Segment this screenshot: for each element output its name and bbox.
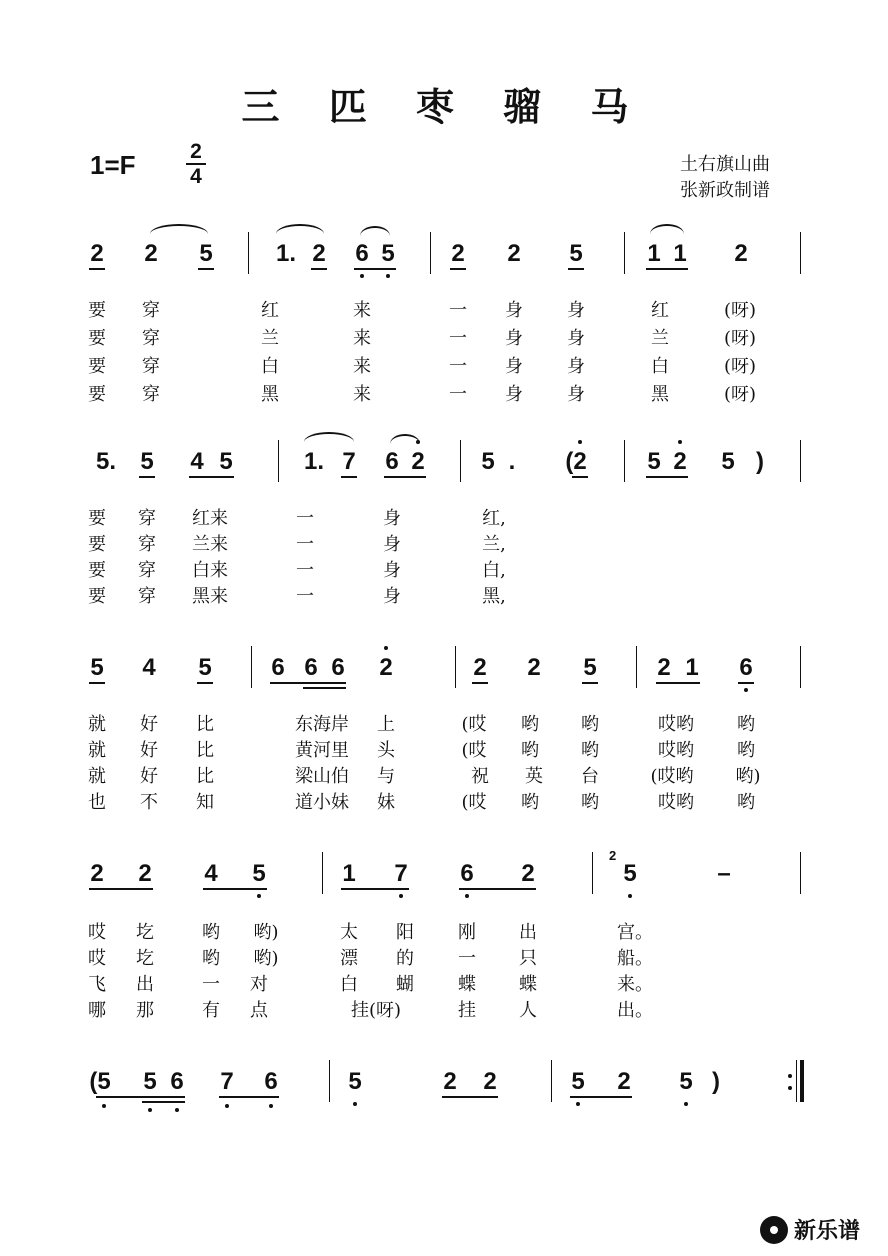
- note: ): [712, 1068, 720, 1095]
- note: 2: [527, 654, 541, 681]
- page-title: 三 匹 枣 骝 马: [241, 84, 647, 129]
- note: 4: [190, 448, 204, 475]
- note: 2: [617, 1068, 631, 1095]
- note: 2: [451, 240, 465, 267]
- composer: 土右旗山曲: [680, 154, 770, 175]
- barline: [248, 232, 249, 274]
- note: (2: [565, 448, 587, 475]
- barline: [322, 852, 323, 894]
- barline: [624, 232, 625, 274]
- note: 2: [443, 1068, 457, 1095]
- note: 2: [379, 654, 393, 681]
- note: 5: [219, 448, 233, 475]
- note: 5: [90, 654, 104, 681]
- grace-note: 2: [609, 848, 617, 863]
- note: 2: [507, 240, 521, 267]
- note: 5: [381, 240, 395, 267]
- key-signature: 1=F: [90, 150, 136, 180]
- note: 1: [685, 654, 699, 681]
- note: 5: [252, 860, 266, 887]
- barline: [800, 646, 801, 688]
- note: 2: [657, 654, 671, 681]
- barline: [624, 440, 625, 482]
- note: 6: [385, 448, 399, 475]
- barline: [551, 1060, 552, 1102]
- note: 5: [721, 448, 735, 475]
- note: ): [756, 448, 764, 475]
- tie: [360, 226, 390, 236]
- note: 6: [304, 654, 318, 681]
- note: 2: [483, 1068, 497, 1095]
- note: 2: [90, 860, 104, 887]
- logo-text: 新乐谱: [794, 1219, 861, 1244]
- meter-bottom: 4: [190, 165, 202, 188]
- note: 2: [734, 240, 748, 267]
- note: 5: [348, 1068, 362, 1095]
- note: 2: [312, 240, 326, 267]
- note: 6: [355, 240, 369, 267]
- note: 6: [264, 1068, 278, 1095]
- note: 5: [679, 1068, 693, 1095]
- note: 2: [90, 240, 104, 267]
- time-signature: [186, 142, 206, 187]
- note: 2: [521, 860, 535, 887]
- tie: [390, 434, 420, 444]
- note: 7: [220, 1068, 234, 1095]
- note: 7: [342, 448, 356, 475]
- note: 5: [199, 240, 213, 267]
- barline: [251, 646, 252, 688]
- note: 5: [481, 448, 495, 475]
- barline: [800, 440, 801, 482]
- arranger: 张新政制谱: [680, 180, 770, 201]
- note: 5: [623, 860, 637, 887]
- barline: [430, 232, 431, 274]
- note: 1.: [303, 448, 325, 475]
- note: –: [717, 860, 731, 887]
- note: 1: [673, 240, 687, 267]
- note: 6: [271, 654, 285, 681]
- barline: [800, 232, 801, 274]
- note: 6: [460, 860, 474, 887]
- site-logo: [760, 1214, 860, 1245]
- note: 5: [647, 448, 661, 475]
- note: 2: [411, 448, 425, 475]
- note: 5: [571, 1068, 585, 1095]
- tie: [650, 224, 684, 234]
- barline: [592, 852, 593, 894]
- note: 2: [473, 654, 487, 681]
- note: (5: [89, 1068, 111, 1095]
- note: 5: [140, 448, 154, 475]
- note: 2: [673, 448, 687, 475]
- tie: [304, 432, 354, 442]
- note: 1: [647, 240, 661, 267]
- note: 5: [569, 240, 583, 267]
- note: 1: [342, 860, 356, 887]
- note: 4: [142, 654, 156, 681]
- note: 4: [204, 860, 218, 887]
- note: 6: [331, 654, 345, 681]
- note: 2: [138, 860, 152, 887]
- note: 7: [394, 860, 408, 887]
- barline: [329, 1060, 330, 1102]
- barline: [455, 646, 456, 688]
- note: 5.: [95, 448, 117, 475]
- note: 6: [739, 654, 753, 681]
- note: .: [508, 448, 516, 475]
- barline: [278, 440, 279, 482]
- note: 2: [144, 240, 158, 267]
- tie: [276, 224, 324, 234]
- vinyl-record-icon: [760, 1216, 788, 1244]
- note: 5: [143, 1068, 157, 1095]
- credits: [680, 152, 770, 204]
- tie: [150, 224, 208, 234]
- barline: [636, 646, 637, 688]
- note: 1.: [275, 240, 297, 267]
- note: 5: [198, 654, 212, 681]
- note: 5: [583, 654, 597, 681]
- meter-top: 2: [190, 140, 202, 163]
- barline: [460, 440, 461, 482]
- barline: [800, 852, 801, 894]
- note: 6: [170, 1068, 184, 1095]
